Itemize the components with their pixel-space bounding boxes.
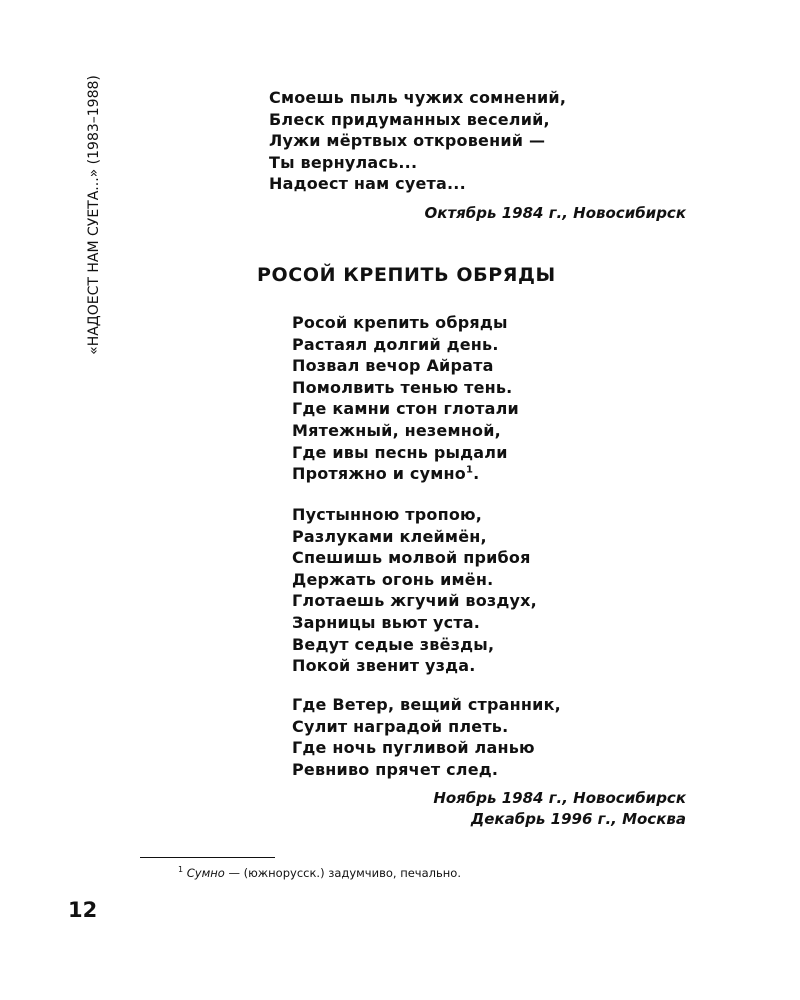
verse-line: Ревниво прячет след. [292, 759, 499, 779]
verse-line: Разлуками клеймён, [292, 526, 487, 546]
verse-line: Ты вернулась... [269, 152, 418, 172]
verse-line: Сулит наградой плеть. [292, 716, 509, 736]
verse-punctuation: . [473, 464, 480, 484]
footnote-text: — (южнорусск.) задумчиво, печально. [224, 865, 461, 880]
verse-line: Где камни стон глотали [292, 399, 519, 419]
verse-line: Покой звенит узда. [292, 656, 476, 676]
verse-line: Позвал вечор Айрата [292, 356, 494, 376]
stanza-1 [292, 312, 519, 485]
verse-line: Помолвить тенью тень. [292, 377, 513, 397]
verse-line: Где ночь пугливой ланью [292, 738, 535, 758]
page-number: 12 [68, 898, 98, 922]
poem-dateline-2: Декабрь 1996 г., Москва [470, 810, 686, 828]
poem-dateline-1: Ноябрь 1984 г., Новосибирск [433, 789, 686, 807]
verse-line: Где ивы песнь рыдали [292, 442, 508, 462]
poem-title: РОСОЙ КРЕПИТЬ ОБРЯДЫ [257, 264, 556, 286]
verse-line: Смоешь пыль чужих сомнений, [269, 88, 567, 107]
verse-line: Пустынною тропою, [292, 505, 483, 524]
verse-line: Ведут седые звёзды, [292, 634, 495, 654]
verse-text: Протяжно и сумно [292, 464, 466, 484]
verse-line: Надоест нам суета... [269, 174, 466, 194]
verse-line: Мятежный, неземной, [292, 420, 501, 440]
verse-line: Где Ветер, вещий странник, [292, 695, 561, 714]
verse-line: Спешишь молвой прибоя [292, 548, 531, 568]
footnote-divider [140, 857, 275, 858]
running-head-text: «НАДОЕСТ НАМ СУЕТА...» (1983–1988) [86, 75, 102, 355]
footnote-number: 1 [178, 865, 184, 874]
verse-line-with-footnote [292, 463, 519, 485]
running-head [79, 70, 109, 360]
verse-line: Лужи мёртвых откровений — [269, 131, 546, 151]
footnote-reference[interactable]: 1 [465, 464, 474, 476]
stanza-2 [292, 504, 537, 677]
prev-poem-ending [269, 87, 566, 195]
verse-line: Глотаешь жгучий воздух, [292, 591, 537, 611]
verse-line: Зарницы вьют уста. [292, 612, 481, 632]
footnote [178, 865, 461, 880]
verse-line: Растаял долгий день. [292, 334, 499, 354]
prev-poem-dateline: Октябрь 1984 г., Новосибирск [424, 204, 686, 222]
stanza-3 [292, 694, 561, 780]
verse-line: Держать огонь имён. [292, 569, 494, 589]
verse-line: Блеск придуманных веселий, [269, 109, 550, 129]
verse-line: Росой крепить обряды [292, 313, 508, 332]
footnote-term: Сумно [186, 865, 225, 880]
